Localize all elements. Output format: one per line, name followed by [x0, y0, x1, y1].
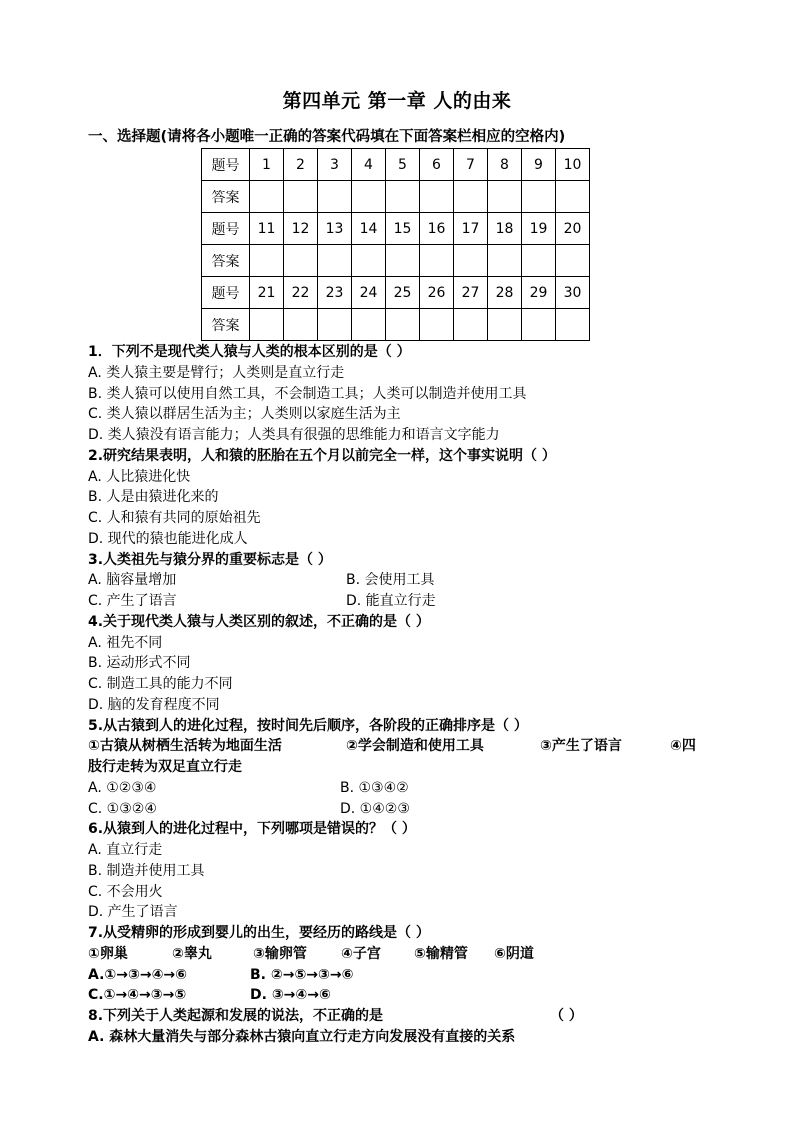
answer-label: 答案: [202, 181, 250, 213]
answer-cell[interactable]: [386, 245, 420, 277]
answer-cell[interactable]: [352, 181, 386, 213]
q1-option-b: B. 类人猿可以使用自然工具，不会制造工具；人类可以制造并使用工具: [88, 385, 527, 402]
answer-cell[interactable]: [318, 245, 352, 277]
q7-option-c: C.①→④→③→⑤: [88, 987, 187, 1004]
question-number-cell: 11: [250, 213, 284, 245]
question-number-cell: 21: [250, 277, 284, 309]
answer-cell[interactable]: [250, 245, 284, 277]
q3-option-d: D. 能直立行走: [346, 593, 436, 609]
question-1-stem: 1．下列不是现代类人猿与人类的根本区别的是（ ）: [88, 344, 411, 360]
answer-cell[interactable]: [318, 309, 352, 341]
answer-cell[interactable]: [488, 309, 522, 341]
question-number-cell: 2: [284, 149, 318, 181]
q2-option-c: C. 人和猿有共同的原始祖先: [88, 510, 261, 526]
answer-cell[interactable]: [318, 181, 352, 213]
question-2-stem: 2.研究结果表明，人和猿的胚胎在五个月以前完全一样，这个事实说明（ ）: [88, 447, 556, 464]
q7-item-6: ⑥阴道: [494, 945, 534, 962]
answer-cell[interactable]: [420, 309, 454, 341]
question-number-cell: 4: [352, 149, 386, 181]
number-row: [202, 277, 590, 309]
q5-item-4: ④四: [670, 738, 696, 755]
answer-cell[interactable]: [556, 245, 590, 277]
q7-item-2: ②睾丸: [172, 945, 212, 962]
answer-label: 答案: [202, 245, 250, 277]
question-6-stem: 6.从猿到人的进化过程中，下列哪项是错误的？（ ）: [88, 821, 416, 838]
q5-options-row-1: [88, 778, 718, 799]
question-number-cell: 6: [420, 149, 454, 181]
q7-item-4: ④子宫: [341, 945, 381, 962]
section-heading: 一、选择题(请将各小题唯一正确的答案代码填在下面答案栏相应的空格内): [88, 129, 566, 145]
question-number-cell: 10: [556, 149, 590, 181]
answer-cell[interactable]: [454, 309, 488, 341]
question-number-cell: 20: [556, 213, 590, 245]
answer-row: [202, 245, 590, 277]
q2-option-b: B. 人是由猿进化来的: [88, 489, 219, 506]
question-number-cell: 14: [352, 213, 386, 245]
number-row: [202, 149, 590, 181]
q2-option-d: D. 现代的猿也能进化成人: [88, 530, 248, 547]
q7-items: [88, 944, 718, 965]
question-number-cell: 12: [284, 213, 318, 245]
answer-cell[interactable]: [250, 309, 284, 341]
question-number-cell: 23: [318, 277, 352, 309]
number-label: 题号: [202, 277, 250, 309]
question-number-cell: 9: [522, 149, 556, 181]
question-number-cell: 19: [522, 213, 556, 245]
answer-cell[interactable]: [386, 181, 420, 213]
q3-options-row-1: [88, 570, 718, 591]
page-title: 第四单元 第一章 人的由来: [282, 90, 512, 112]
q6-option-c: C. 不会用火: [88, 883, 163, 900]
questions: [88, 342, 718, 1048]
q5-option-d: D. ①④②③: [340, 800, 410, 817]
answer-cell[interactable]: [454, 245, 488, 277]
answer-cell[interactable]: [284, 309, 318, 341]
q2-option-a: A. 人比猿进化快: [88, 468, 191, 485]
answer-row: [202, 181, 590, 213]
question-number-cell: 1: [250, 149, 284, 181]
number-label: 题号: [202, 213, 250, 245]
question-3-stem: 3.人类祖先与猿分界的重要标志是（ ）: [88, 551, 332, 568]
q3-option-b: B. 会使用工具: [346, 572, 435, 589]
question-number-cell: 22: [284, 277, 318, 309]
question-number-cell: 16: [420, 213, 454, 245]
answer-cell[interactable]: [284, 245, 318, 277]
q5-items: [88, 736, 718, 757]
answer-cell[interactable]: [522, 245, 556, 277]
question-4-stem: 4.关于现代类人猿与人类区别的叙述，不正确的是（ ）: [88, 613, 430, 630]
q5-item-2: ②学会制造和使用工具: [346, 738, 484, 755]
q5-items-continued: 肢行走转为双足直立行走: [88, 759, 242, 775]
question-8-stem-row: [88, 1006, 718, 1027]
question-number-cell: 26: [420, 277, 454, 309]
q5-option-a: A. ①②③④: [88, 779, 157, 796]
question-number-cell: 25: [386, 277, 420, 309]
q8-option-a: A. 森林大量消失与部分森林古猿向直立行走方向发展没有直接的关系: [88, 1028, 516, 1045]
number-row: [202, 213, 590, 245]
number-label: 题号: [202, 149, 250, 181]
q7-item-3: ③输卵管: [253, 945, 307, 962]
answer-cell[interactable]: [556, 181, 590, 213]
question-number-cell: 29: [522, 277, 556, 309]
question-number-cell: 27: [454, 277, 488, 309]
q7-option-a: A.①→③→④→⑥: [88, 966, 188, 983]
q3-options-row-2: [88, 591, 718, 612]
q7-item-1: ①卵巢: [88, 945, 128, 962]
q1-option-d: D. 类人猿没有语言能力；人类具有很强的思维能力和语言文字能力: [88, 427, 500, 443]
answer-cell[interactable]: [454, 181, 488, 213]
q6-option-b: B. 制造并使用工具: [88, 862, 205, 879]
question-number-cell: 7: [454, 149, 488, 181]
q6-option-a: A. 直立行走: [88, 842, 163, 858]
question-8-stem: 8.下列关于人类起源和发展的说法，不正确的是: [88, 1008, 384, 1024]
question-number-cell: 28: [488, 277, 522, 309]
q7-options-row-2: [88, 985, 718, 1006]
answer-cell[interactable]: [522, 309, 556, 341]
answer-cell[interactable]: [284, 181, 318, 213]
q1-option-a: A. 类人猿主要是臂行；人类则是直立行走: [88, 364, 345, 381]
answer-cell[interactable]: [488, 181, 522, 213]
question-7-stem: 7.从受精卵的形成到婴儿的出生，要经历的路线是（ ）: [88, 925, 430, 941]
q5-item-1: ①古猿从树栖生活转为地面生活: [88, 738, 282, 755]
question-number-cell: 3: [318, 149, 352, 181]
answer-label: 答案: [202, 309, 250, 341]
question-5-stem: 5.从古猿到人的进化过程，按时间先后顺序，各阶段的正确排序是（ ）: [88, 717, 528, 734]
answer-cell[interactable]: [420, 245, 454, 277]
answer-cell[interactable]: [556, 309, 590, 341]
q4-option-a: A. 祖先不同: [88, 634, 163, 651]
q7-options-row-1: [88, 965, 718, 986]
answer-cell[interactable]: [386, 309, 420, 341]
answer-cell[interactable]: [420, 181, 454, 213]
answer-cell[interactable]: [522, 181, 556, 213]
question-number-cell: 8: [488, 149, 522, 181]
answer-cell[interactable]: [352, 245, 386, 277]
question-number-cell: 13: [318, 213, 352, 245]
q3-option-c: C. 产生了语言: [88, 593, 177, 609]
question-number-cell: 15: [386, 213, 420, 245]
answer-cell[interactable]: [250, 181, 284, 213]
q5-option-c: C. ①③②④: [88, 800, 157, 817]
q7-option-b: B. ②→⑤→③→⑥: [250, 966, 354, 983]
question-number-cell: 30: [556, 277, 590, 309]
answer-cell[interactable]: [352, 309, 386, 341]
q5-option-b: B. ①③④②: [340, 779, 409, 796]
question-number-cell: 5: [386, 149, 420, 181]
q7-option-d: D. ③→④→⑥: [250, 987, 331, 1004]
q5-item-3: ③产生了语言: [540, 738, 622, 755]
answer-cell[interactable]: [488, 245, 522, 277]
q4-option-c: C. 制造工具的能力不同: [88, 676, 233, 692]
q5-options-row-2: [88, 799, 718, 820]
question-number-cell: 18: [488, 213, 522, 245]
question-number-cell: 24: [352, 277, 386, 309]
q4-option-d: D. 脑的发育程度不同: [88, 696, 220, 713]
question-8-paren: （ ）: [550, 1008, 583, 1024]
q1-option-c: C. 类人猿以群居生活为主；人类则以家庭生活为主: [88, 406, 401, 423]
question-number-cell: 17: [454, 213, 488, 245]
q3-option-a: A. 脑容量增加: [88, 572, 177, 589]
answer-row: [202, 309, 590, 341]
q4-option-b: B. 运动形式不同: [88, 655, 191, 672]
q6-option-d: D. 产生了语言: [88, 904, 178, 921]
answer-table: [201, 148, 590, 341]
q7-item-5: ⑤输精管: [414, 945, 468, 962]
